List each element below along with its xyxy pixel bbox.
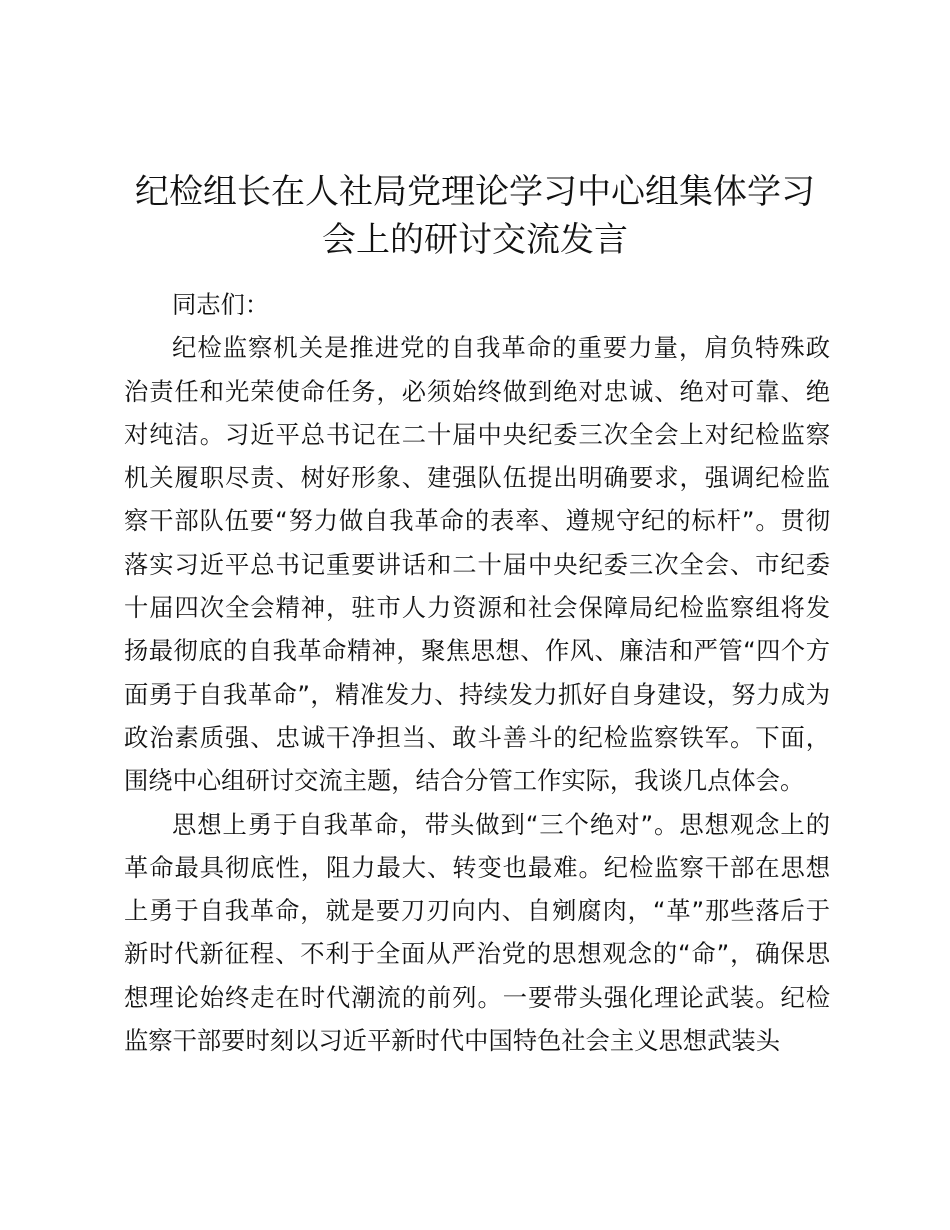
paragraph-line: 机关履职尽责、树好形象、建强队伍提出明确要求，强调纪检监 <box>124 463 830 493</box>
paragraph-line: 革命最具彻底性，阻力最大、转变也最难。纪检监察干部在思想 <box>124 852 830 882</box>
title-line-2: 会上的研讨交流发言 <box>322 220 628 260</box>
document-body <box>124 283 830 1062</box>
paragraph-1 <box>124 326 830 802</box>
paragraph-line: 上勇于自我革命，就是要刀刃向内、自剜腐肉，“革”那些落后于 <box>124 896 831 926</box>
title-line-1: 纪检组长在人社局党理论学习中心组集体学习 <box>135 172 815 212</box>
paragraph-line: 面勇于自我革命”，精准发力、持续发力抓好自身建设，努力成为 <box>124 679 830 709</box>
paragraph-line: 围绕中心组研讨交流主题，结合分管工作实际，我谈几点体会。 <box>124 766 805 796</box>
paragraph-line: 对纯洁。习近平总书记在二十届中央纪委三次全会上对纪检监察 <box>124 419 830 449</box>
paragraph-line: 治责任和光荣使命任务，必须始终做到绝对忠诚、绝对可靠、绝 <box>124 376 830 406</box>
paragraph-line: 十届四次全会精神，驻市人力资源和社会保障局纪检监察组将发 <box>124 593 830 623</box>
paragraph-line: 监察干部要时刻以习近平新时代中国特色社会主义思想武装头 <box>124 1026 781 1056</box>
paragraph-2 <box>124 803 830 1063</box>
paragraph-line: 扬最彻底的自我革命精神，聚焦思想、作风、廉洁和严管“四个方 <box>124 636 830 666</box>
paragraph-line: 察干部队伍要“努力做自我革命的表率、遵规守纪的标杆”。贯彻 <box>124 506 830 536</box>
paragraph-line: 想理论始终走在时代潮流的前列。一要带头强化理论武装。纪检 <box>124 982 830 1012</box>
paragraph-line: 纪检监察机关是推进党的自我革命的重要力量，肩负特殊政 <box>172 333 830 363</box>
paragraph-line: 政治素质强、忠诚干净担当、敢斗善斗的纪检监察铁军。下面， <box>124 722 830 752</box>
paragraph-line: 思想上勇于自我革命，带头做到“三个绝对”。思想观念上的 <box>172 809 830 839</box>
document-title <box>100 168 850 264</box>
salutation: 同志们： <box>172 290 270 319</box>
paragraph-line: 新时代新征程、不利于全面从严治党的思想观念的“命”，确保思 <box>124 939 830 969</box>
paragraph-line: 落实习近平总书记重要讲话和二十届中央纪委三次全会、市纪委 <box>124 549 830 579</box>
